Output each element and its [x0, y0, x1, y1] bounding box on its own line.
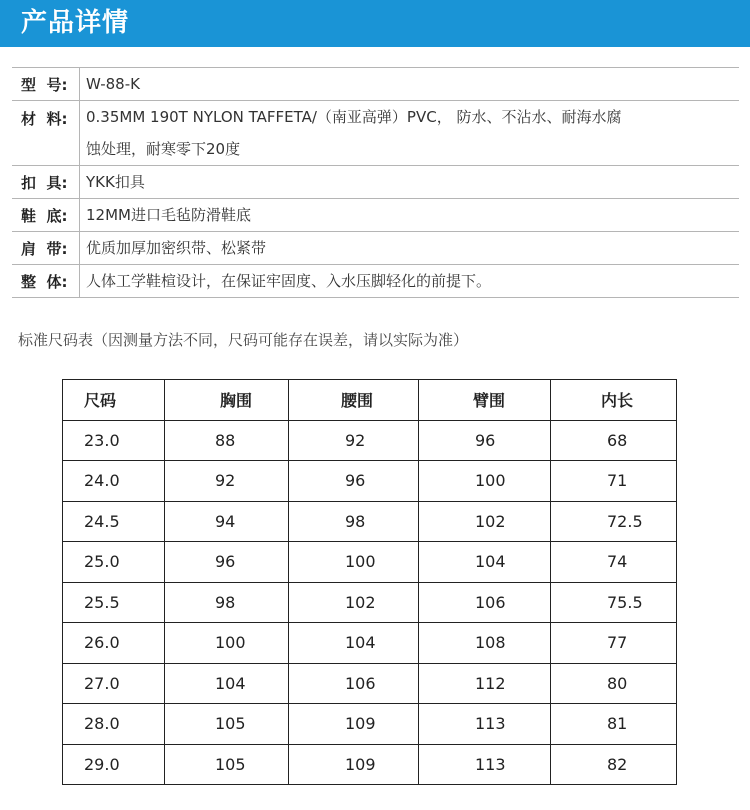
- spec-value: [80, 232, 739, 264]
- size-table-cell: 25.0: [63, 542, 165, 583]
- size-table-cell: 27.0: [63, 663, 165, 704]
- spec-value: [80, 265, 739, 297]
- spec-value: [80, 101, 739, 165]
- table-row: [63, 501, 677, 542]
- size-table-cell: 109: [289, 744, 419, 785]
- spec-row: [12, 199, 739, 232]
- spec-label: 材 料:: [12, 101, 80, 165]
- spec-row: [12, 166, 739, 199]
- spec-value-line: 0.35MM 190T NYLON TAFFETA/（南亚高弹）PVC， 防水、不沾水、耐海水腐: [86, 108, 622, 126]
- size-table-cell: 23.0: [63, 420, 165, 461]
- size-table-cell: 28.0: [63, 704, 165, 745]
- size-table-cell: 74: [551, 542, 677, 583]
- size-table-cell: 77: [551, 623, 677, 664]
- size-table-cell: 29.0: [63, 744, 165, 785]
- size-table-cell: 96: [289, 461, 419, 502]
- size-table-header: 臂围: [419, 380, 551, 421]
- size-table: [62, 379, 677, 785]
- size-table-cell: 68: [551, 420, 677, 461]
- size-table-cell: 113: [419, 704, 551, 745]
- size-table-header: 胸围: [165, 380, 289, 421]
- header-bar: [0, 0, 750, 47]
- table-row: [63, 582, 677, 623]
- spec-value: [80, 199, 739, 231]
- size-table-cell: 82: [551, 744, 677, 785]
- size-table-cell: 98: [165, 582, 289, 623]
- spec-row: [12, 232, 739, 265]
- size-table-cell: 100: [419, 461, 551, 502]
- size-table-cell: 104: [289, 623, 419, 664]
- spec-value: [80, 166, 739, 198]
- spec-value-line: 12MM进口毛毡防滑鞋底: [86, 206, 251, 224]
- spec-value-line: YKK扣具: [86, 173, 145, 191]
- spec-value-line: 优质加厚加密织带、松紧带: [86, 239, 267, 257]
- size-table-cell: 26.0: [63, 623, 165, 664]
- size-table-header: 内长: [551, 380, 677, 421]
- size-table-cell: 71: [551, 461, 677, 502]
- table-row: [63, 461, 677, 502]
- table-row: [63, 663, 677, 704]
- size-table-cell: 92: [289, 420, 419, 461]
- size-table-cell: 109: [289, 704, 419, 745]
- size-table-cell: 96: [165, 542, 289, 583]
- spec-value-line: 蚀处理，耐寒零下20度: [86, 140, 241, 158]
- size-table-cell: 72.5: [551, 501, 677, 542]
- size-chart-note: 标准尺码表（因测量方法不同，尺码可能存在误差，请以实际为准）: [18, 331, 469, 349]
- size-table-cell: 24.0: [63, 461, 165, 502]
- size-table-cell: 24.5: [63, 501, 165, 542]
- size-table-cell: 88: [165, 420, 289, 461]
- page-title: 产品详情: [21, 8, 130, 38]
- size-table-cell: 25.5: [63, 582, 165, 623]
- size-table-cell: 112: [419, 663, 551, 704]
- size-table-header-row: [63, 380, 677, 421]
- spec-label: 扣 具:: [12, 166, 80, 198]
- size-table-cell: 100: [165, 623, 289, 664]
- spec-label: 鞋 底:: [12, 199, 80, 231]
- size-table-cell: 102: [419, 501, 551, 542]
- table-row: [63, 542, 677, 583]
- size-table-cell: 100: [289, 542, 419, 583]
- size-table-cell: 96: [419, 420, 551, 461]
- size-table-cell: 92: [165, 461, 289, 502]
- size-table-header: 尺码: [63, 380, 165, 421]
- spec-value-line: W-88-K: [86, 75, 140, 93]
- size-table-cell: 105: [165, 744, 289, 785]
- spec-row: [12, 101, 739, 166]
- size-table-cell: 104: [165, 663, 289, 704]
- size-table-cell: 108: [419, 623, 551, 664]
- size-table-cell: 113: [419, 744, 551, 785]
- size-table-cell: 106: [289, 663, 419, 704]
- spec-row: [12, 265, 739, 298]
- table-row: [63, 623, 677, 664]
- table-row: [63, 744, 677, 785]
- size-table-cell: 105: [165, 704, 289, 745]
- spec-label: 整 体:: [12, 265, 80, 297]
- size-table-cell: 106: [419, 582, 551, 623]
- size-table-header: 腰围: [289, 380, 419, 421]
- spec-label: 肩 带:: [12, 232, 80, 264]
- spec-list: [12, 67, 739, 298]
- size-table-cell: 102: [289, 582, 419, 623]
- table-row: [63, 420, 677, 461]
- spec-value-line: 人体工学鞋楦设计，在保证牢固度、入水压脚轻化的前提下。: [86, 272, 492, 290]
- size-table-cell: 80: [551, 663, 677, 704]
- spec-value: [80, 68, 739, 100]
- spec-label: 型 号:: [12, 68, 80, 100]
- table-row: [63, 704, 677, 745]
- size-table-cell: 94: [165, 501, 289, 542]
- size-table-cell: 104: [419, 542, 551, 583]
- size-table-cell: 98: [289, 501, 419, 542]
- spec-row: [12, 67, 739, 101]
- size-table-cell: 75.5: [551, 582, 677, 623]
- size-table-cell: 81: [551, 704, 677, 745]
